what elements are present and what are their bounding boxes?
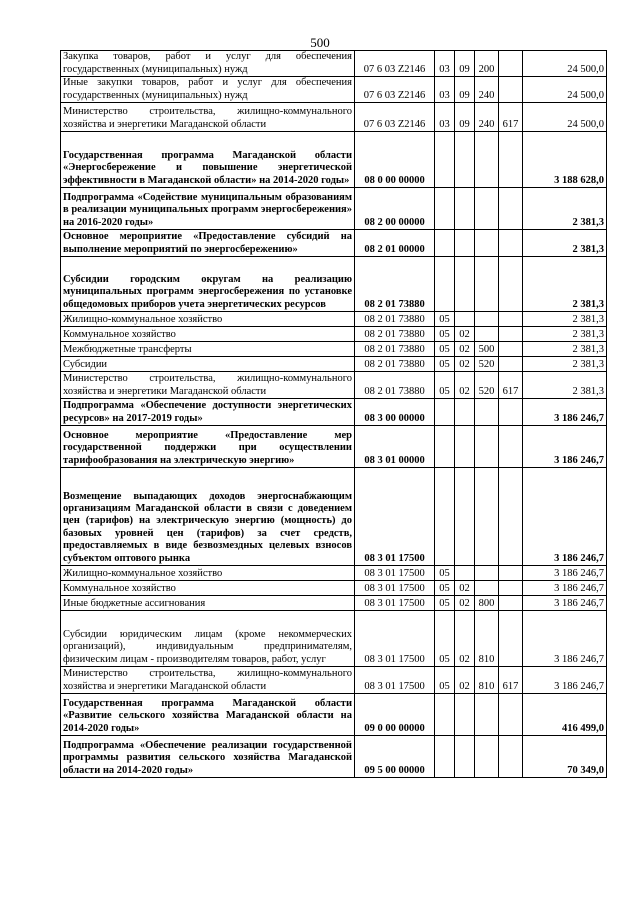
row-ministry-code-cell: 617	[499, 103, 523, 132]
row-expense-type-cell	[475, 230, 499, 257]
row-name-cell: Государственная программа Магаданской области «Развитие сельского хозяйства Магаданской области на 2014-2020 годы»	[61, 694, 355, 736]
row-name-cell: Министерство строительства, жилищно-коммунального хозяйства и энергетики Магаданской области	[61, 667, 355, 694]
row-amount-cell: 3 186 246,7	[523, 566, 607, 581]
table-row	[61, 596, 607, 611]
row-section-cell	[435, 468, 455, 566]
row-ministry-code-cell: 617	[499, 372, 523, 399]
row-section-cell: 05	[435, 312, 455, 327]
row-section-cell: 03	[435, 77, 455, 103]
row-section-cell: 05	[435, 581, 455, 596]
row-ministry-code-cell	[499, 399, 523, 426]
table-row	[61, 230, 607, 257]
page-number: 500	[310, 35, 330, 50]
row-section-cell: 05	[435, 357, 455, 372]
table-row	[61, 132, 607, 188]
row-amount-cell: 3 188 628,0	[523, 132, 607, 188]
row-name-cell: Субсидии юридическим лицам (кроме некоммерческих организаций), индивидуальным предпринимателям, физическим лицам - производителям товаров, работ, услуг	[61, 611, 355, 667]
row-code-cell: 08 0 00 00000	[355, 132, 435, 188]
row-amount-cell: 2 381,3	[523, 372, 607, 399]
budget-table-body	[61, 51, 607, 778]
row-code-cell: 08 3 01 00000	[355, 426, 435, 468]
row-name-cell: Основное мероприятие «Предоставление мер государственной поддержки при осуществлении тарифообразования на электрическую энергию»	[61, 426, 355, 468]
row-ministry-code-cell	[499, 312, 523, 327]
row-expense-type-cell	[475, 581, 499, 596]
table-row	[61, 566, 607, 581]
row-expense-type-cell	[475, 566, 499, 581]
row-code-cell: 08 2 01 73880	[355, 357, 435, 372]
row-ministry-code-cell	[499, 230, 523, 257]
row-amount-cell: 3 186 246,7	[523, 468, 607, 566]
row-name-cell: Подпрограмма «Обеспечение реализации государственной программы развития сельского хозяйства Магаданской области на 2014-2020 годы»	[61, 736, 355, 778]
row-section-cell	[435, 736, 455, 778]
table-row	[61, 694, 607, 736]
row-expense-type-cell	[475, 257, 499, 312]
row-expense-type-cell	[475, 694, 499, 736]
table-row	[61, 342, 607, 357]
row-amount-cell: 24 500,0	[523, 103, 607, 132]
row-section-cell	[435, 399, 455, 426]
row-section-cell	[435, 230, 455, 257]
row-amount-cell: 3 186 246,7	[523, 667, 607, 694]
row-section-cell: 03	[435, 103, 455, 132]
row-expense-type-cell	[475, 399, 499, 426]
table-row	[61, 581, 607, 596]
row-subsection-cell	[455, 566, 475, 581]
budget-table	[60, 50, 607, 778]
row-section-cell: 05	[435, 667, 455, 694]
row-name-cell: Иные бюджетные ассигнования	[61, 596, 355, 611]
row-section-cell: 03	[435, 51, 455, 77]
row-amount-cell: 3 186 246,7	[523, 581, 607, 596]
row-name-cell: Субсидии городским округам на реализацию муниципальных программ энергосбережения по установке общедомовых приборов учета энергетических ресурсов	[61, 257, 355, 312]
row-amount-cell: 3 186 246,7	[523, 426, 607, 468]
row-ministry-code-cell: 617	[499, 667, 523, 694]
row-section-cell: 05	[435, 596, 455, 611]
row-amount-cell: 3 186 246,7	[523, 611, 607, 667]
row-ministry-code-cell	[499, 426, 523, 468]
row-name-cell: Субсидии	[61, 357, 355, 372]
row-amount-cell: 2 381,3	[523, 312, 607, 327]
row-amount-cell: 2 381,3	[523, 342, 607, 357]
row-code-cell: 08 3 01 17500	[355, 581, 435, 596]
row-amount-cell: 24 500,0	[523, 51, 607, 77]
row-subsection-cell	[455, 468, 475, 566]
table-row	[61, 188, 607, 230]
table-row	[61, 257, 607, 312]
row-code-cell: 08 2 01 73880	[355, 327, 435, 342]
row-section-cell: 05	[435, 342, 455, 357]
row-code-cell: 08 3 01 17500	[355, 566, 435, 581]
row-name-cell: Жилищно-коммунальное хозяйство	[61, 312, 355, 327]
row-section-cell: 05	[435, 372, 455, 399]
row-ministry-code-cell	[499, 132, 523, 188]
row-name-cell: Возмещение выпадающих доходов энергоснабжающим организациям Магаданской области в связи с доведением цен (тарифов) на электрическую энергию (мощность) до базовых уровней цен (тарифов) за счет средств, предоставляемых в виде безвозмездных целевых взносов субъектом оптового рынка	[61, 468, 355, 566]
row-subsection-cell: 02	[455, 357, 475, 372]
row-expense-type-cell: 810	[475, 667, 499, 694]
row-name-cell: Иные закупки товаров, работ и услуг для обеспечения государственных (муниципальных) нужд	[61, 77, 355, 103]
row-code-cell: 08 2 01 00000	[355, 230, 435, 257]
row-expense-type-cell	[475, 426, 499, 468]
row-ministry-code-cell	[499, 736, 523, 778]
row-subsection-cell	[455, 257, 475, 312]
row-amount-cell: 2 381,3	[523, 357, 607, 372]
row-subsection-cell: 02	[455, 611, 475, 667]
row-amount-cell: 2 381,3	[523, 188, 607, 230]
row-expense-type-cell: 810	[475, 611, 499, 667]
row-subsection-cell: 02	[455, 372, 475, 399]
table-row	[61, 611, 607, 667]
row-section-cell	[435, 257, 455, 312]
row-name-cell: Основное мероприятие «Предоставление субсидий на выполнение мероприятий по энергосбережению»	[61, 230, 355, 257]
row-section-cell	[435, 188, 455, 230]
row-code-cell: 08 2 00 00000	[355, 188, 435, 230]
row-section-cell: 05	[435, 611, 455, 667]
row-code-cell: 08 3 01 17500	[355, 596, 435, 611]
row-code-cell: 07 6 03 Z2146	[355, 103, 435, 132]
row-ministry-code-cell	[499, 357, 523, 372]
row-subsection-cell	[455, 132, 475, 188]
row-code-cell: 08 2 01 73880	[355, 312, 435, 327]
row-name-cell: Государственная программа Магаданской области «Энергосбережение и повышение энергетической эффективности в Магаданской области» на 2014-2020 годы»	[61, 132, 355, 188]
row-section-cell	[435, 694, 455, 736]
row-subsection-cell: 02	[455, 581, 475, 596]
row-subsection-cell: 09	[455, 103, 475, 132]
table-row	[61, 312, 607, 327]
table-row	[61, 468, 607, 566]
row-subsection-cell: 09	[455, 51, 475, 77]
row-code-cell: 09 0 00 00000	[355, 694, 435, 736]
table-row	[61, 357, 607, 372]
row-subsection-cell	[455, 188, 475, 230]
row-name-cell: Жилищно-коммунальное хозяйство	[61, 566, 355, 581]
row-ministry-code-cell	[499, 342, 523, 357]
row-amount-cell: 24 500,0	[523, 77, 607, 103]
row-name-cell: Коммунальное хозяйство	[61, 581, 355, 596]
row-subsection-cell: 09	[455, 77, 475, 103]
row-amount-cell: 70 349,0	[523, 736, 607, 778]
row-name-cell: Закупка товаров, работ и услуг для обеспечения государственных (муниципальных) нужд	[61, 51, 355, 77]
row-amount-cell: 3 186 246,7	[523, 596, 607, 611]
row-amount-cell: 2 381,3	[523, 230, 607, 257]
row-code-cell: 08 3 01 17500	[355, 468, 435, 566]
row-section-cell: 05	[435, 327, 455, 342]
row-expense-type-cell: 200	[475, 51, 499, 77]
table-row	[61, 372, 607, 399]
row-ministry-code-cell	[499, 51, 523, 77]
table-row	[61, 399, 607, 426]
row-amount-cell: 2 381,3	[523, 327, 607, 342]
row-name-cell: Коммунальное хозяйство	[61, 327, 355, 342]
table-row	[61, 667, 607, 694]
row-expense-type-cell: 500	[475, 342, 499, 357]
row-name-cell: Межбюджетные трансферты	[61, 342, 355, 357]
row-expense-type-cell: 520	[475, 372, 499, 399]
row-subsection-cell	[455, 312, 475, 327]
row-code-cell: 09 5 00 00000	[355, 736, 435, 778]
row-name-cell: Подпрограмма «Содействие муниципальным образованиям в реализации муниципальных программ энергосбережения» на 2016-2020 годы»	[61, 188, 355, 230]
row-ministry-code-cell	[499, 566, 523, 581]
row-name-cell: Министерство строительства, жилищно-коммунального хозяйства и энергетики Магаданской области	[61, 103, 355, 132]
table-row	[61, 736, 607, 778]
row-subsection-cell	[455, 736, 475, 778]
row-expense-type-cell: 240	[475, 77, 499, 103]
row-subsection-cell	[455, 399, 475, 426]
row-subsection-cell: 02	[455, 342, 475, 357]
row-expense-type-cell	[475, 188, 499, 230]
row-subsection-cell	[455, 694, 475, 736]
row-ministry-code-cell	[499, 611, 523, 667]
row-code-cell: 08 2 01 73880	[355, 257, 435, 312]
row-amount-cell: 3 186 246,7	[523, 399, 607, 426]
row-name-cell: Подпрограмма «Обеспечение доступности энергетических ресурсов» на 2017-2019 годы»	[61, 399, 355, 426]
row-ministry-code-cell	[499, 188, 523, 230]
row-expense-type-cell: 240	[475, 103, 499, 132]
row-ministry-code-cell	[499, 581, 523, 596]
row-subsection-cell: 02	[455, 327, 475, 342]
row-ministry-code-cell	[499, 694, 523, 736]
row-expense-type-cell	[475, 327, 499, 342]
row-subsection-cell: 02	[455, 667, 475, 694]
row-code-cell: 07 6 03 Z2146	[355, 51, 435, 77]
table-row	[61, 51, 607, 77]
row-code-cell: 08 3 00 00000	[355, 399, 435, 426]
table-row	[61, 327, 607, 342]
row-section-cell	[435, 132, 455, 188]
row-expense-type-cell	[475, 132, 499, 188]
row-code-cell: 07 6 03 Z2146	[355, 77, 435, 103]
row-code-cell: 08 2 01 73880	[355, 372, 435, 399]
row-subsection-cell	[455, 426, 475, 468]
row-ministry-code-cell	[499, 77, 523, 103]
row-subsection-cell: 02	[455, 596, 475, 611]
table-row	[61, 103, 607, 132]
table-row	[61, 77, 607, 103]
row-code-cell: 08 3 01 17500	[355, 667, 435, 694]
row-expense-type-cell	[475, 736, 499, 778]
row-code-cell: 08 3 01 17500	[355, 611, 435, 667]
row-ministry-code-cell	[499, 327, 523, 342]
row-amount-cell: 416 499,0	[523, 694, 607, 736]
row-expense-type-cell	[475, 312, 499, 327]
row-expense-type-cell: 520	[475, 357, 499, 372]
table-row	[61, 426, 607, 468]
row-section-cell	[435, 426, 455, 468]
row-ministry-code-cell	[499, 596, 523, 611]
row-code-cell: 08 2 01 73880	[355, 342, 435, 357]
row-name-cell: Министерство строительства, жилищно-коммунального хозяйства и энергетики Магаданской области	[61, 372, 355, 399]
row-expense-type-cell: 800	[475, 596, 499, 611]
row-expense-type-cell	[475, 468, 499, 566]
row-section-cell: 05	[435, 566, 455, 581]
row-amount-cell: 2 381,3	[523, 257, 607, 312]
row-ministry-code-cell	[499, 257, 523, 312]
row-ministry-code-cell	[499, 468, 523, 566]
row-subsection-cell	[455, 230, 475, 257]
